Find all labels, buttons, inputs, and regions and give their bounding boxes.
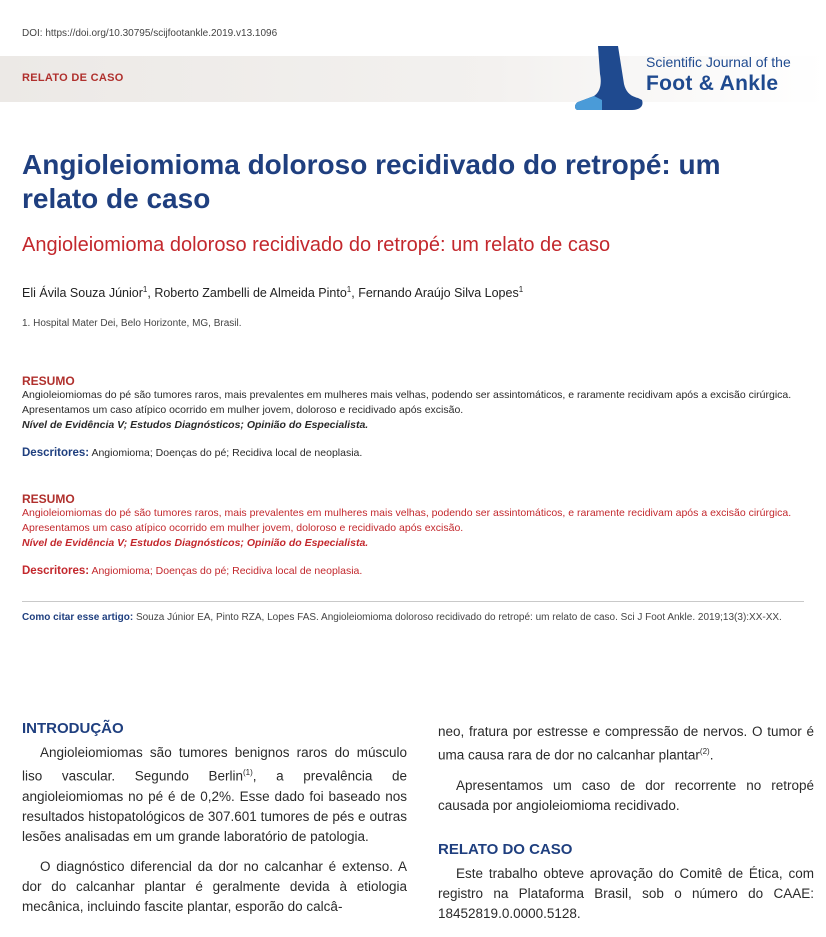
article-title: Angioleiomioma doloroso recidivado do retropé: um relato de caso (22, 149, 721, 214)
paragraph: Angioleiomiomas são tumores benignos raros do músculo liso vascular. Segundo Berlin$^{(1)}$, a prevalência de angioleiomiomas no pé é de 0,2%. Esse dado foi baseado nos resultados histopatológicos de 307.601 tumores de pés e outras lesões analisadas em um grande laboratório de patologia. (22, 745, 407, 844)
abstract-block-secondary (22, 492, 804, 577)
abstract-heading: RESUMO (22, 374, 75, 388)
author-list: Eli Ávila Souza Júnior$^1$, Roberto Zambelli de Almeida Pinto$^1$, Fernando Araújo Silva Lopes$^1$ (22, 285, 524, 301)
citation (22, 611, 804, 625)
body-column-right (438, 722, 814, 934)
article-subtitle: Angioleiomioma doloroso recidivado do retropé: um relato de caso (22, 234, 611, 256)
reference-sup: (1) (243, 768, 253, 777)
abstract-text: Angioleiomiomas do pé são tumores raros, mais prevalentes em mulheres mais velhas, podendo ser assintomáticos, e raramente recidivam após a excisão cirúrgica. Apresentamos um caso atípico ocorrido em mulher jovem, doloroso e recidivado após excisão. Nível de Evidência V; Estudos Diagnósticos; Opinião do Especialista. (22, 388, 804, 433)
author-name: Eli Ávila Souza Júnior (22, 286, 143, 301)
descriptors (22, 447, 804, 459)
journal-name-line2: Foot & Ankle (646, 72, 779, 95)
citation-label: Como citar esse artigo: (22, 612, 134, 623)
doi-line: DOI: https://doi.org/10.30795/scijfootankle.2019.v13.1096 (22, 28, 278, 39)
paragraph: Apresentamos um caso de dor recorrente no retropé causada por angioleiomioma recidivado. (438, 777, 814, 813)
descriptors-text: Angiomioma; Doenças do pé; Recidiva local de neoplasia. (91, 565, 363, 577)
citation-text: Souza Júnior EA, Pinto RZA, Lopes FAS. Angioleiomioma doloroso recidivado do retropé: um relato de caso. Sci J Foot Ankle. 2019;13(3):XX-XX. (135, 612, 782, 623)
descriptors-text: Angiomioma; Doenças do pé; Recidiva local de neoplasia. (91, 447, 363, 459)
author-name: Roberto Zambelli de Almeida Pinto (154, 286, 347, 301)
descriptors-label: Descritores: (22, 565, 90, 577)
abstract-text: Angioleiomiomas do pé são tumores raros, mais prevalentes em mulheres mais velhas, podendo ser assintomáticos, e raramente recidivam após a excisão cirúrgica. Apresentamos um caso atípico ocorrido em mulher jovem, doloroso e recidivado após excisão. Nível de Evidência V; Estudos Diagnósticos; Opinião do Especialista. (22, 506, 804, 551)
author-affil-sup: 1 (142, 285, 148, 294)
paragraph: neo, fratura por estresse e compressão de nervos. O tumor é uma causa rara de dor no calcanhar plantar$^{(2)}$. (438, 724, 814, 763)
reference-sup: (2) (699, 747, 710, 756)
evidence-level: Nível de Evidência V; Estudos Diagnósticos; Opinião do Especialista. (22, 419, 369, 431)
abstract-block (22, 374, 804, 459)
section-heading: RELATO DO CASO (438, 840, 573, 858)
paragraph: O diagnóstico diferencial da dor no calcanhar é extenso. A dor do calcanhar plantar é geralmente devida à etiologia mecânica, incluindo fascite plantar, esporão do calcâ- (22, 858, 407, 914)
descriptors-label: Descritores: (22, 447, 90, 459)
evidence-level: Nível de Evidência V; Estudos Diagnósticos; Opinião do Especialista. (22, 537, 369, 549)
section-tag: RELATO DE CASO (22, 72, 124, 84)
author-affil-sup: 1 (518, 285, 524, 294)
journal-name-line1: Scientific Journal of the (646, 54, 791, 70)
author-name: Fernando Araújo Silva Lopes (358, 286, 519, 301)
descriptors (22, 565, 804, 577)
affiliation: 1. Hospital Mater Dei, Belo Horizonte, MG, Brasil. (22, 318, 242, 329)
divider (22, 601, 804, 602)
body-column-left (22, 719, 407, 927)
paragraph: Este trabalho obteve aprovação do Comitê de Ética, com registro na Plataforma Brasil, sob o número do CAAE: 18452819.0.0000.5128. (438, 865, 814, 921)
section-heading: INTRODUÇÃO (22, 720, 124, 737)
author-affil-sup: 1 (346, 285, 352, 294)
abstract-heading: RESUMO (22, 492, 75, 506)
